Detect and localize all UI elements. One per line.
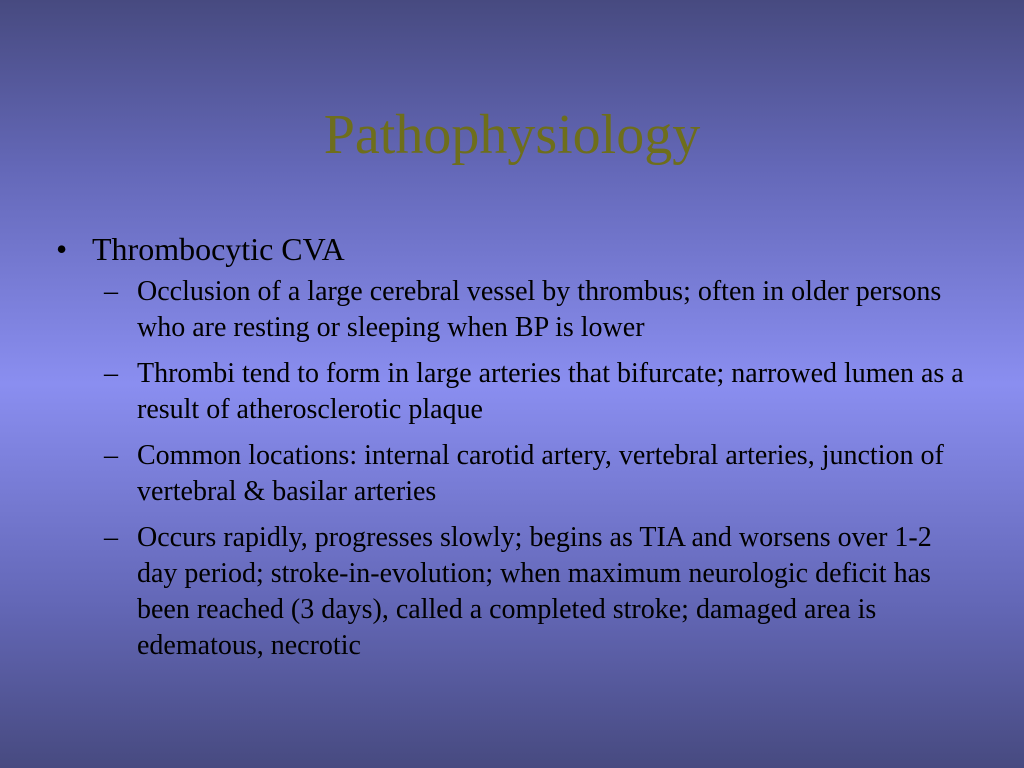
sub-bullet-text: Occurs rapidly, progresses slowly; begins as TIA and worsens over 1-2 day period; stroke-in-evolution; when maximum neurologic deficit has been reached (3 days), called a completed stroke; damaged area is edematous, necrotic xyxy=(137,522,932,661)
dash-marker: – xyxy=(104,358,118,389)
sub-bullet-text: Common locations: internal carotid artery, vertebral arteries, junction of vertebral & basilar arteries xyxy=(137,440,944,507)
sub-bullet-onset xyxy=(104,520,976,664)
sub-bullet-locations xyxy=(104,438,976,510)
bullet-thrombocytic-cva xyxy=(56,228,976,270)
sub-bullet-list xyxy=(56,274,976,664)
sub-bullet-text: Occlusion of a large cerebral vessel by thrombus; often in older persons who are resting or sleeping when BP is lower xyxy=(137,276,942,343)
sub-bullet-thrombi xyxy=(104,356,976,428)
bullet-text: Thrombocytic CVA xyxy=(92,231,345,267)
dash-marker: – xyxy=(104,440,118,471)
sub-bullet-text: Thrombi tend to form in large arteries that bifurcate; narrowed lumen as a result of atherosclerotic plaque xyxy=(137,358,964,425)
bullet-marker: • xyxy=(56,231,68,267)
slide-title: Pathophysiology xyxy=(323,104,701,166)
slide-content xyxy=(56,228,976,674)
dash-marker: – xyxy=(104,522,118,553)
dash-marker: – xyxy=(104,276,118,307)
sub-bullet-occlusion xyxy=(104,274,976,346)
